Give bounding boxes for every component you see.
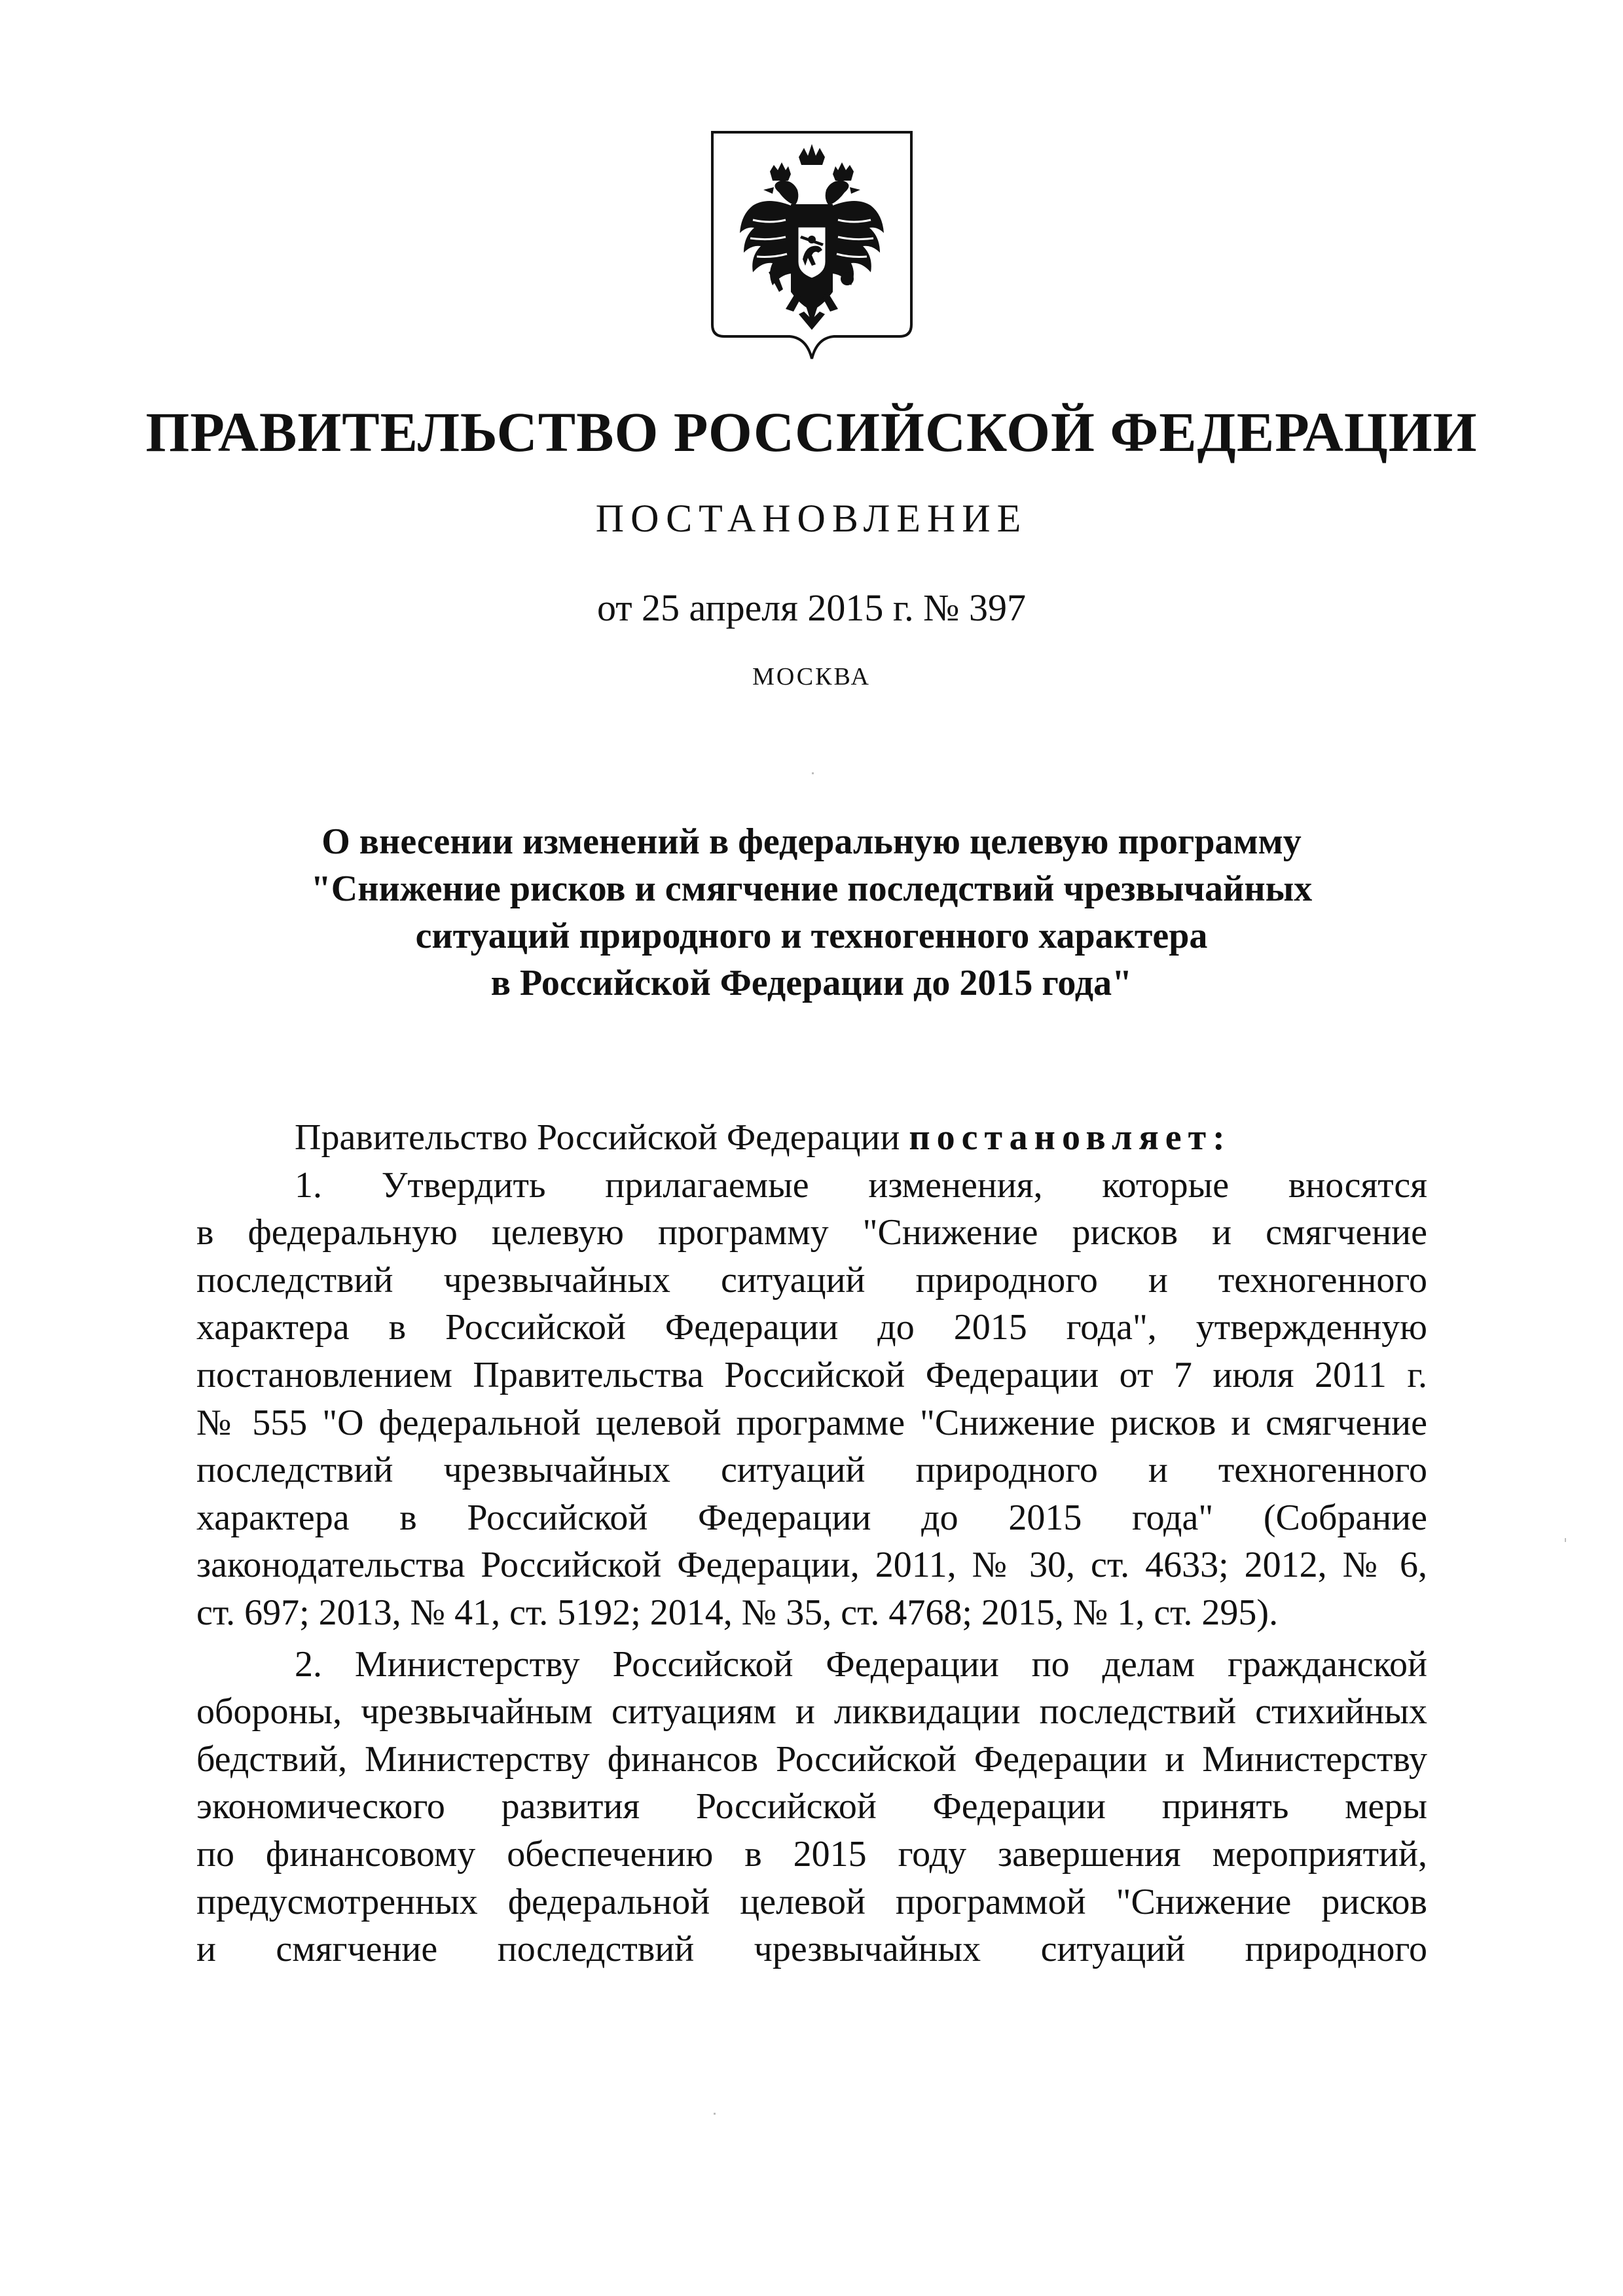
heading-line: О внесении изменений в федеральную целевую программу (321, 821, 1302, 862)
clause-2-line: бедствий, Министерству финансов Российской Федерации и Министерству (196, 1738, 1427, 1780)
document-date-number: от 25 апреля 2015 г. № 397 (596, 586, 1027, 629)
scan-speck (812, 772, 814, 774)
clause-1-line: характера в Российской Федерации до 2015 года" (Собрание (196, 1497, 1427, 1538)
preamble (196, 1114, 1427, 1162)
coat-of-arms-icon (707, 128, 917, 364)
document-city: МОСКВА (752, 663, 871, 691)
clause-1-line: последствий чрезвычайных ситуаций природного и техногенного (196, 1259, 1427, 1300)
clause-2-line: по финансовому обеспечению в 2015 году завершения мероприятий, (196, 1833, 1427, 1874)
clause-1-line: № 555 "О федеральной целевой программе "Снижение рисков и смягчение (196, 1402, 1427, 1443)
clause-1-line: последствий чрезвычайных ситуаций природного и техногенного (196, 1450, 1427, 1491)
clause-2-line: 2. Министерству Российской Федерации по делам гражданской (295, 1643, 1427, 1685)
scan-speck (1565, 1538, 1566, 1542)
preamble-keyword: постановляет: (909, 1117, 1231, 1158)
clause-1-line: законодательства Российской Федерации, 2011, № 30, ст. 4633; 2012, № 6, (196, 1545, 1427, 1586)
document-heading (196, 818, 1427, 1007)
heading-line: в Российской Федерации до 2015 года" (490, 963, 1133, 1003)
clause-1-line: постановлением Правительства Российской Федерации от 7 июля 2011 г. (196, 1354, 1427, 1395)
document-type: ПОСТАНОВЛЕНИЕ (595, 497, 1028, 540)
clause-2-line: и смягчение последствий чрезвычайных ситуаций природного (196, 1929, 1427, 1970)
clause-2-line: экономического развития Российской Федерации принять меры (196, 1786, 1427, 1827)
government-title: ПРАВИТЕЛЬСТВО РОССИЙСКОЙ ФЕДЕРАЦИИ (145, 401, 1478, 463)
document-body (196, 1114, 1427, 1973)
clause-2-line: предусмотренных федеральной целевой программой "Снижение рисков (196, 1881, 1427, 1922)
preamble-text: Правительство Российской Федерации (295, 1117, 909, 1158)
clause-2-line: обороны, чрезвычайным ситуациям и ликвидации последствий стихийных (196, 1691, 1427, 1732)
scan-speck (714, 2113, 716, 2115)
clause-1-line: в федеральную целевую программу "Снижение рисков и смягчение (196, 1212, 1427, 1253)
heading-line: "Снижение рисков и смягчение последствий чрезвычайных (310, 869, 1313, 909)
clause-1-line: ст. 697; 2013, № 41, ст. 5192; 2014, № 35, ст. 4768; 2015, № 1, ст. 295). (196, 1592, 1279, 1633)
clause-1-line: характера в Российской Федерации до 2015 года", утвержденную (196, 1307, 1427, 1348)
heading-line: ситуаций природного и техногенного характера (415, 916, 1208, 956)
clause-1-line: 1. Утвердить прилагаемые изменения, которые вносятся (295, 1164, 1427, 1206)
